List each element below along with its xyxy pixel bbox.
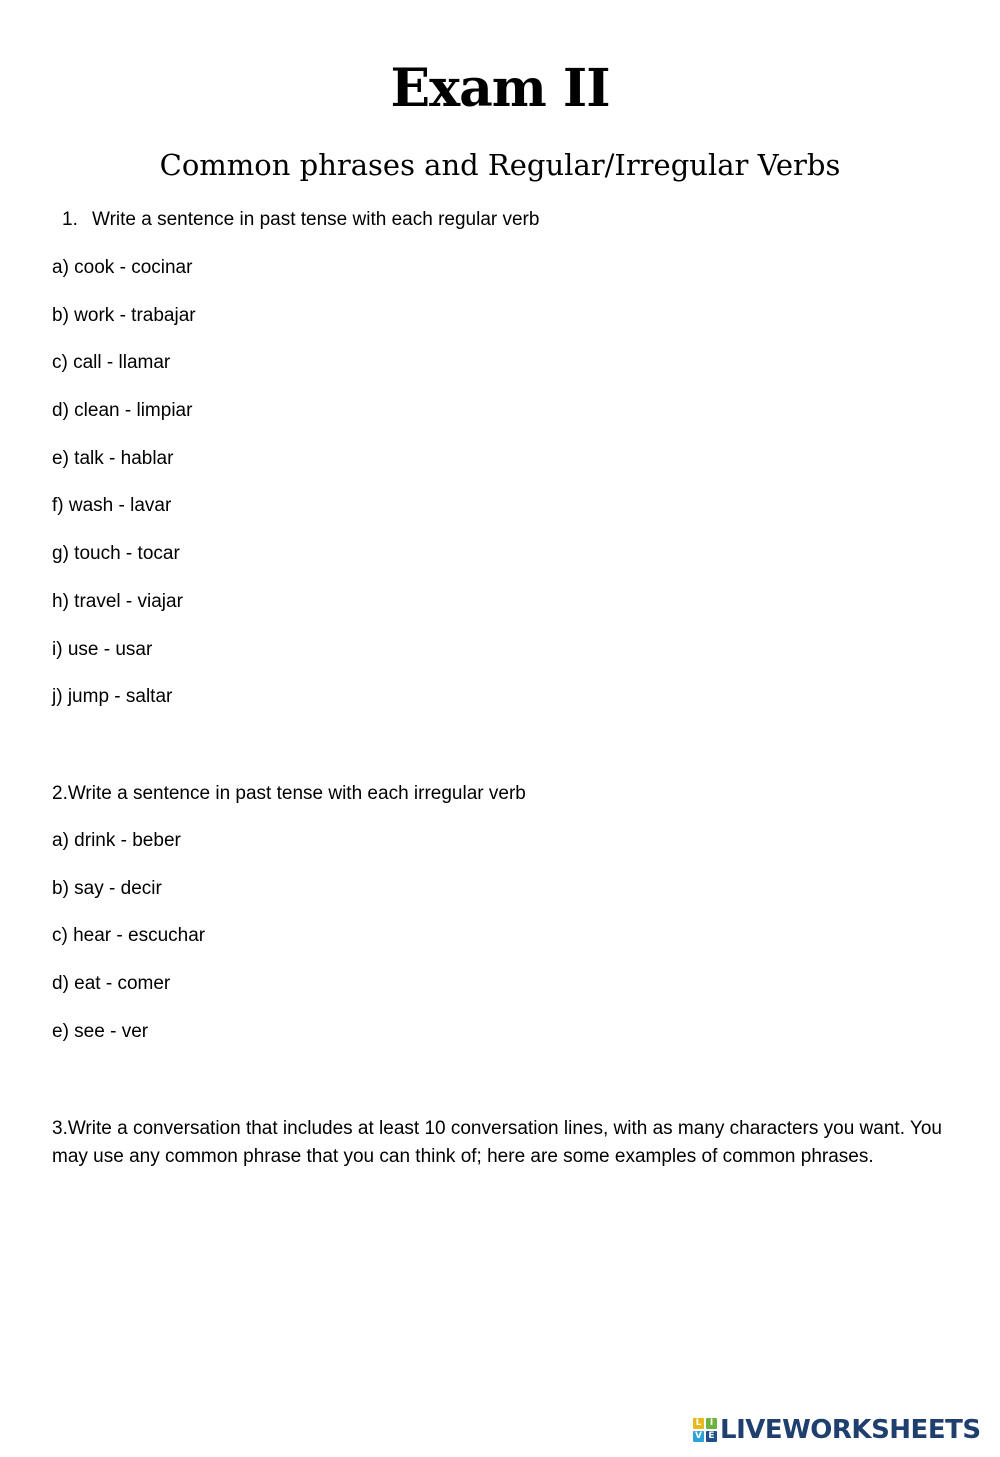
logo-text: LIVEWORKSHEETS (720, 1415, 981, 1445)
logo-mark-letter: I (706, 1418, 717, 1429)
page-subtitle: Common phrases and Regular/Irregular Verbs (159, 148, 841, 182)
question-1-prompt (62, 206, 539, 234)
list-item: d) clean - limpiar (52, 400, 193, 422)
question-2-prompt: 2.Write a sentence in past tense with each irregular verb (52, 783, 526, 804)
question-1-number: 1. (62, 209, 78, 230)
list-item: h) travel - viajar (52, 590, 183, 612)
list-item: c) call - llamar (52, 352, 171, 374)
list-item: e) see - ver (52, 1020, 149, 1042)
question-1-text: Write a sentence in past tense with each regular verb (92, 209, 540, 230)
logo-mark-letter: V (693, 1431, 704, 1442)
list-item: b) work - trabajar (52, 304, 196, 326)
list-item: a) drink - beber (52, 830, 181, 851)
list-item: e) talk - hablar (52, 447, 174, 469)
list-item: d) eat - comer (52, 973, 171, 995)
logo-mark-letter: E (706, 1431, 717, 1442)
list-item: g) touch - tocar (52, 543, 180, 565)
list-item: i) use - usar (52, 638, 153, 660)
list-item: f) wash - lavar (52, 495, 172, 517)
liveworksheets-logo (693, 1415, 981, 1445)
list-item: j) jump - saltar (52, 686, 173, 708)
list-item: c) hear - escuchar (52, 925, 206, 947)
regular-verb-list (52, 254, 196, 731)
irregular-verb-list (52, 827, 205, 1065)
list-item: b) say - decir (52, 877, 162, 899)
page-title: Exam II (390, 58, 610, 119)
list-item: a) cook - cocinar (52, 257, 193, 278)
logo-mark-letter: L (693, 1418, 704, 1429)
logo-mark-icon (693, 1418, 717, 1442)
question-3-prompt: 3.Write a conversation that includes at least 10 conversation lines, with as many characters you want. You may use any common phrase that you can think of; here are some examples of common phrases. (52, 1118, 942, 1167)
